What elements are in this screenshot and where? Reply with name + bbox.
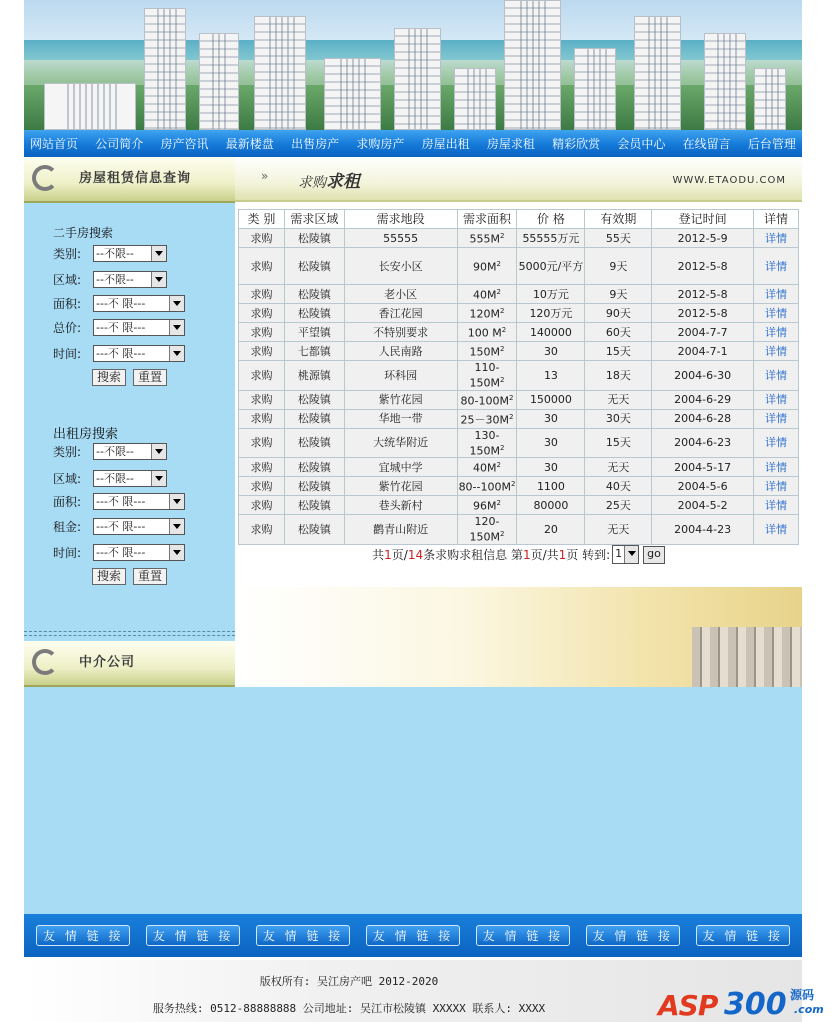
chevron-down-icon — [151, 272, 166, 287]
total-pages: 1 — [384, 547, 392, 562]
cell-detail[interactable]: 详情 — [754, 342, 799, 361]
chevron-down-icon — [169, 296, 184, 311]
cell-region: 松陵镇 — [284, 458, 344, 477]
table-row — [239, 342, 799, 361]
nav-home[interactable]: 网站首页 — [30, 137, 79, 151]
cell-region: 松陵镇 — [284, 496, 344, 515]
cell-location: 宜城中学 — [344, 458, 457, 477]
second-hand-price-row — [53, 316, 185, 338]
cell-price: 5000元/平方 — [517, 248, 585, 285]
contact-text: 服务热线: 0512-88888888 公司地址: 吴江市松陵镇 XXXXX 联系人: XXXX — [152, 1002, 546, 1015]
friend-link[interactable]: 友 情 链 接 — [36, 925, 130, 946]
field-label: 时间: — [53, 346, 82, 361]
cell-location: 鹳青山附近 — [344, 515, 457, 545]
cell-location: 老小区 — [344, 285, 457, 304]
cell-date: 2004-6-29 — [652, 390, 754, 409]
nav-for-rent[interactable]: 房屋出租 — [421, 137, 470, 151]
cell-valid: 30天 — [585, 409, 652, 428]
field-label: 区域: — [53, 272, 82, 287]
chevron-down-icon — [151, 444, 166, 459]
cell-detail[interactable]: 详情 — [754, 285, 799, 304]
cell-region: 松陵镇 — [284, 428, 344, 458]
asp300-logo: ASP 300 源码 .com — [658, 987, 824, 1022]
cell-type: 求购 — [239, 229, 285, 248]
cell-detail[interactable]: 详情 — [754, 323, 799, 342]
cell-region: 松陵镇 — [284, 390, 344, 409]
column-header: 登记时间 — [652, 210, 754, 229]
nav-wanted-buy[interactable]: 求购房产 — [356, 137, 405, 151]
friend-link[interactable]: 友 情 链 接 — [146, 925, 240, 946]
nav-admin[interactable]: 后台管理 — [747, 137, 796, 151]
cell-type: 求购 — [239, 285, 285, 304]
cell-price: 55555万元 — [517, 229, 585, 248]
cell-price: 13 — [517, 361, 585, 391]
column-header: 详情 — [754, 210, 799, 229]
cell-detail[interactable]: 详情 — [754, 409, 799, 428]
chevron-down-icon — [169, 545, 184, 560]
field-label: 时间: — [53, 545, 82, 560]
cell-valid: 90天 — [585, 304, 652, 323]
second-hand-category-row — [53, 242, 167, 264]
rental-query-header — [24, 157, 235, 203]
cell-detail[interactable]: 详情 — [754, 458, 799, 477]
nav-for-sale[interactable]: 出售房产 — [291, 137, 340, 151]
second-hand-area-select[interactable]: ---不 限--- — [93, 295, 185, 312]
column-header: 类 别 — [239, 210, 285, 229]
cell-area: $150M^2$ — [457, 342, 517, 361]
rental-search-button[interactable]: 搜索 — [92, 568, 126, 585]
column-header: 有效期 — [585, 210, 652, 229]
table-row — [239, 248, 799, 285]
cell-date: 2012-5-9 — [652, 229, 754, 248]
cell-date: 2004-4-23 — [652, 515, 754, 545]
cell-detail[interactable]: 详情 — [754, 390, 799, 409]
cell-region: 松陵镇 — [284, 477, 344, 496]
cell-price: 30 — [517, 342, 585, 361]
rental-area-row — [53, 490, 185, 512]
cell-region: 松陵镇 — [284, 285, 344, 304]
cell-detail[interactable]: 详情 — [754, 361, 799, 391]
cell-date: 2012-5-8 — [652, 304, 754, 323]
pagination: 共 1 页/ 14 条求购求租信息 第 1 页/共 1 页 转到: 1 go — [235, 545, 802, 564]
nav-new-projects[interactable]: 最新楼盘 — [225, 137, 274, 151]
cell-area: $40M^2$ — [457, 285, 517, 304]
cell-location: 紫竹花园 — [344, 390, 457, 409]
cell-area: $80-100M^2$ — [457, 390, 517, 409]
cell-date: 2004-5-17 — [652, 458, 754, 477]
chevron-down-icon — [151, 471, 166, 486]
field-label: 区域: — [53, 471, 82, 486]
cell-price: 30 — [517, 428, 585, 458]
cell-area: $120-150M^2$ — [457, 515, 517, 545]
cell-location: 不特别要求 — [344, 323, 457, 342]
field-label: 租金: — [53, 519, 82, 534]
main-nav — [24, 130, 802, 157]
cell-date: 2004-6-23 — [652, 428, 754, 458]
chevron-down-icon — [169, 320, 184, 335]
rental-time-row — [53, 541, 185, 563]
cell-area: $96M^2$ — [457, 496, 517, 515]
field-label: 面积: — [53, 494, 82, 509]
cell-valid: 无天 — [585, 515, 652, 545]
rental-category-select[interactable]: --不限-- — [93, 443, 167, 460]
rental-reset-button[interactable]: 重置 — [133, 568, 167, 585]
go-button[interactable]: go — [643, 546, 665, 564]
cell-location: 华地一带 — [344, 409, 457, 428]
cell-valid: 18天 — [585, 361, 652, 391]
nav-gallery[interactable]: 精彩欣赏 — [552, 137, 601, 151]
header-banner — [24, 0, 802, 130]
cell-type: 求购 — [239, 458, 285, 477]
cell-region: 松陵镇 — [284, 248, 344, 285]
friend-links-bar — [24, 914, 802, 957]
cell-location: 长安小区 — [344, 248, 457, 285]
cell-area: $555M^2$ — [457, 229, 517, 248]
rental-search-title: 出租房搜索 — [53, 427, 119, 442]
nav-wanted-rent[interactable]: 房屋求租 — [486, 137, 535, 151]
decorative-scene — [235, 587, 802, 687]
cell-type: 求购 — [239, 323, 285, 342]
field-label: 类别: — [53, 246, 82, 261]
second-hand-area-row — [53, 292, 185, 314]
cell-price: 30 — [517, 409, 585, 428]
nav-guestbook[interactable]: 在线留言 — [682, 137, 731, 151]
field-label: 总价: — [53, 320, 82, 335]
table-row — [239, 304, 799, 323]
cell-date: 2004-5-6 — [652, 477, 754, 496]
cell-region: 平望镇 — [284, 323, 344, 342]
swirl-icon — [32, 649, 58, 675]
page-jump-select[interactable]: 1 — [612, 545, 639, 564]
rental-rent-select[interactable]: ---不 限--- — [93, 518, 185, 535]
cell-date: 2004-7-7 — [652, 323, 754, 342]
cell-date: 2004-5-2 — [652, 496, 754, 515]
cell-type: 求购 — [239, 428, 285, 458]
cell-date: 2012-5-8 — [652, 248, 754, 285]
cell-region: 松陵镇 — [284, 409, 344, 428]
cell-price: 20 — [517, 515, 585, 545]
cell-area: $40M^2$ — [457, 458, 517, 477]
second-hand-time-select[interactable]: ---不 限--- — [93, 345, 185, 362]
cell-price: 1100 — [517, 477, 585, 496]
current-page: 1 — [522, 547, 531, 562]
cell-price: 150000 — [517, 390, 585, 409]
agency-header — [24, 641, 235, 687]
cell-location: 环科园 — [344, 361, 457, 391]
cell-detail[interactable]: 详情 — [754, 428, 799, 458]
cell-type: 求购 — [239, 390, 285, 409]
cell-type: 求购 — [239, 248, 285, 285]
cell-location: 人民南路 — [344, 342, 457, 361]
table-row — [239, 361, 799, 391]
page-count: 1 — [558, 547, 567, 562]
cell-location: 大统华附近 — [344, 428, 457, 458]
nav-news[interactable]: 房产咨讯 — [160, 137, 209, 151]
content-filler — [24, 687, 802, 914]
rental-area-select[interactable]: ---不 限--- — [93, 493, 185, 510]
chevron-down-icon — [169, 494, 184, 509]
second-hand-time-row — [53, 342, 185, 364]
cell-valid: 25天 — [585, 496, 652, 515]
cell-location: 香江花园 — [344, 304, 457, 323]
cell-valid: 9天 — [585, 248, 652, 285]
field-label: 面积: — [53, 296, 82, 311]
second-hand-price-select[interactable]: ---不 限--- — [93, 319, 185, 336]
field-label: 类别: — [53, 444, 82, 459]
cell-price: 80000 — [517, 496, 585, 515]
table-row — [239, 285, 799, 304]
rental-region-select[interactable]: --不限-- — [93, 470, 167, 487]
chevron-down-icon — [169, 519, 184, 534]
left-sidebar — [24, 157, 235, 687]
cell-date: 2012-5-8 — [652, 285, 754, 304]
table-row — [239, 515, 799, 545]
cell-price: 10万元 — [517, 285, 585, 304]
cell-region: 松陵镇 — [284, 304, 344, 323]
wanted-header — [235, 157, 802, 202]
second-hand-region-select[interactable]: --不限-- — [93, 271, 167, 288]
table-row — [239, 229, 799, 248]
column-header: 需求区域 — [284, 210, 344, 229]
site-url: WWW.ETAODU.COM — [672, 175, 786, 186]
cell-type: 求购 — [239, 477, 285, 496]
cell-area: $130-150M^2$ — [457, 428, 517, 458]
second-hand-region-row — [53, 268, 167, 290]
friend-link[interactable]: 友 情 链 接 — [256, 925, 350, 946]
cell-location: 55555 — [344, 229, 457, 248]
rental-time-select[interactable]: ---不 限--- — [93, 544, 185, 561]
column-header: 需求面积 — [457, 210, 517, 229]
cell-area: 100 $M^2$ — [457, 323, 517, 342]
cell-detail[interactable]: 详情 — [754, 229, 799, 248]
cell-date: 2004-6-30 — [652, 361, 754, 391]
table-row — [239, 496, 799, 515]
cell-type: 求购 — [239, 361, 285, 391]
cell-type: 求购 — [239, 342, 285, 361]
table-row — [239, 477, 799, 496]
cell-type: 求购 — [239, 515, 285, 545]
rental-region-row — [53, 467, 167, 489]
friend-link[interactable]: 友 情 链 接 — [476, 925, 570, 946]
cell-area: $25-30M^2$ — [457, 409, 517, 428]
chevron-down-icon — [169, 346, 184, 361]
cell-valid: 9天 — [585, 285, 652, 304]
cell-region: 桃源镇 — [284, 361, 344, 391]
second-hand-category-select[interactable]: --不限-- — [93, 245, 167, 262]
cell-area: $110-150M^2$ — [457, 361, 517, 391]
cell-valid: 40天 — [585, 477, 652, 496]
cell-region: 七都镇 — [284, 342, 344, 361]
rental-category-row — [53, 440, 167, 462]
table-row — [239, 409, 799, 428]
cell-price: 30 — [517, 458, 585, 477]
cell-detail[interactable]: 详情 — [754, 477, 799, 496]
swirl-icon — [32, 165, 58, 191]
main-content — [235, 157, 802, 687]
total-items: 14 — [407, 547, 424, 562]
second-hand-reset-button[interactable]: 重置 — [133, 369, 167, 386]
cell-detail[interactable]: 详情 — [754, 496, 799, 515]
double-arrow-icon: » — [261, 169, 269, 183]
cell-area: $90M^2$ — [457, 248, 517, 285]
second-hand-search-title: 二手房搜索 — [53, 226, 114, 240]
cell-date: 2004-7-1 — [652, 342, 754, 361]
column-header: 价 格 — [517, 210, 585, 229]
agency-title: 中介公司 — [79, 655, 136, 670]
cell-detail[interactable]: 详情 — [754, 515, 799, 545]
cell-region: 松陵镇 — [284, 515, 344, 545]
cell-area: $80--100M^2$ — [457, 477, 517, 496]
wanted-title: 求购求租 — [298, 172, 360, 192]
friend-link[interactable]: 友 情 链 接 — [586, 925, 680, 946]
cell-valid: 60天 — [585, 323, 652, 342]
cell-region: 松陵镇 — [284, 229, 344, 248]
table-row — [239, 458, 799, 477]
nav-about[interactable]: 公司简介 — [95, 137, 144, 151]
cell-location: 巷头新村 — [344, 496, 457, 515]
divider — [24, 631, 235, 632]
cell-type: 求购 — [239, 409, 285, 428]
divider — [24, 635, 235, 636]
cell-type: 求购 — [239, 304, 285, 323]
cell-area: $120M^2$ — [457, 304, 517, 323]
copyright-text: 版权所有: 吴江房产吧 2012-2020 — [259, 975, 439, 988]
cell-valid: 无天 — [585, 458, 652, 477]
nav-member-center[interactable]: 会员中心 — [617, 137, 666, 151]
table-header-row — [239, 210, 799, 229]
table-row — [239, 390, 799, 409]
cell-detail[interactable]: 详情 — [754, 248, 799, 285]
second-hand-search-button[interactable]: 搜索 — [92, 369, 126, 386]
chevron-down-icon — [624, 546, 638, 563]
cell-valid: 55天 — [585, 229, 652, 248]
cell-detail[interactable]: 详情 — [754, 304, 799, 323]
cell-type: 求购 — [239, 496, 285, 515]
cell-valid: 无天 — [585, 390, 652, 409]
cell-valid: 15天 — [585, 342, 652, 361]
wanted-list-table — [238, 209, 799, 545]
cell-price: 120万元 — [517, 304, 585, 323]
table-row — [239, 428, 799, 458]
cell-valid: 15天 — [585, 428, 652, 458]
cell-location: 紫竹花园 — [344, 477, 457, 496]
cell-price: 140000 — [517, 323, 585, 342]
column-header: 需求地段 — [344, 210, 457, 229]
page — [24, 0, 802, 1022]
friend-link[interactable]: 友 情 链 接 — [696, 925, 790, 946]
rental-rent-row — [53, 515, 185, 537]
chevron-down-icon — [151, 246, 166, 261]
friend-link[interactable]: 友 情 链 接 — [366, 925, 460, 946]
table-row — [239, 323, 799, 342]
rental-query-title: 房屋租赁信息查询 — [79, 171, 192, 186]
cell-date: 2004-6-28 — [652, 409, 754, 428]
